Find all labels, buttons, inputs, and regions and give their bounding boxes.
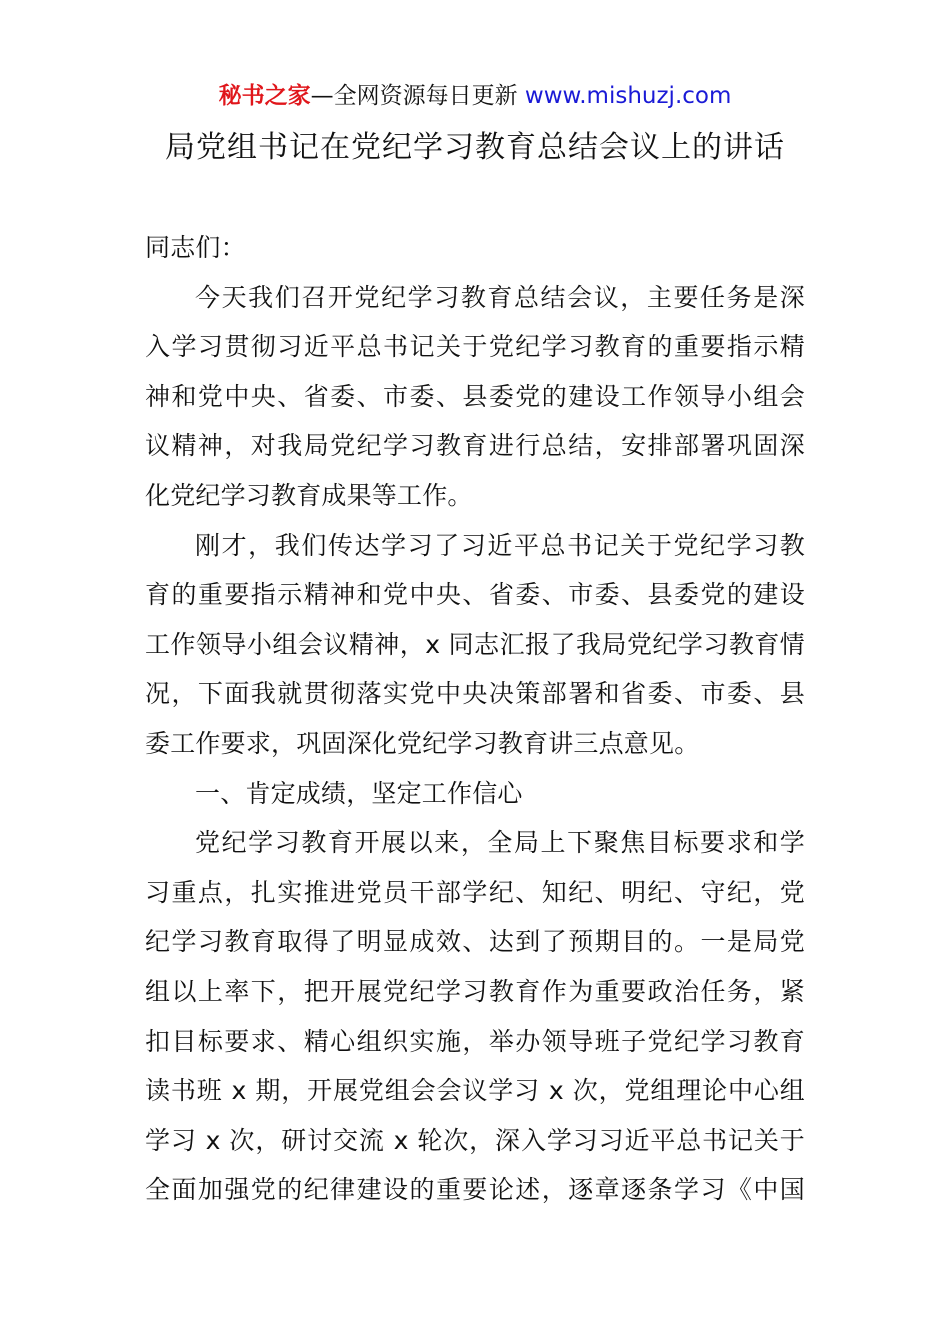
site-url-link[interactable]: www.mishuzj.com (524, 83, 732, 109)
paragraph-line: 工作领导小组会议精神，x 同志汇报了我局党纪学习教育情 (145, 629, 805, 659)
paragraph-line: 化党纪学习教育成果等工作。 (145, 480, 473, 510)
paragraph-line: 今天我们召开党纪学习教育总结会议，主要任务是深 (195, 282, 805, 312)
paragraph-line: 入学习贯彻习近平总书记关于党纪学习教育的重要指示精 (145, 332, 805, 362)
paragraph-line: 党纪学习教育开展以来，全局上下聚焦目标要求和学 (195, 828, 805, 858)
paragraph-line: 习重点，扎实推进党员干部学纪、知纪、明纪、守纪，党 (145, 877, 805, 907)
paragraph-line: 扣目标要求、精心组织实施，举办领导班子党纪学习教育 (145, 1026, 805, 1056)
document-body (145, 223, 805, 1215)
brand-name: 秘书之家 (218, 83, 311, 109)
paragraph-line: 育的重要指示精神和党中央、省委、市委、县委党的建设 (145, 580, 805, 610)
salutation-line: 同志们： (145, 233, 246, 262)
paragraph-line: 组以上率下，把开展党纪学习教育作为重要政治任务，紧 (145, 976, 805, 1006)
paragraph-line: 全面加强党的纪律建设的重要论述，逐章逐条学习《中国 (145, 1175, 805, 1205)
paragraph-line: 议精神，对我局党纪学习教育进行总结，安排部署巩固深 (145, 431, 805, 461)
paragraph-line: 委工作要求，巩固深化党纪学习教育讲三点意见。 (145, 728, 700, 758)
paragraph-line: 神和党中央、省委、市委、县委党的建设工作领导小组会 (145, 381, 805, 411)
document-title: 局党组书记在党纪学习教育总结会议上的讲话 (165, 130, 785, 165)
header-slogan: —全网资源每日更新 (310, 83, 518, 109)
site-header (0, 80, 950, 112)
section-heading: 一、肯定成绩，坚定工作信心 (195, 778, 523, 808)
paragraph-line: 况，下面我就贯彻落实党中央决策部署和省委、市委、县 (145, 679, 805, 709)
paragraph-line: 读书班 x 期，开展党组会会议学习 x 次，党组理论中心组 (145, 1076, 805, 1106)
paragraph-line: 刚才，我们传达学习了习近平总书记关于党纪学习教 (195, 530, 805, 560)
paragraph-line: 纪学习教育取得了明显成效、达到了预期目的。一是局党 (145, 927, 805, 957)
paragraph-line: 学习 x 次，研讨交流 x 轮次，深入学习习近平总书记关于 (145, 1125, 805, 1155)
